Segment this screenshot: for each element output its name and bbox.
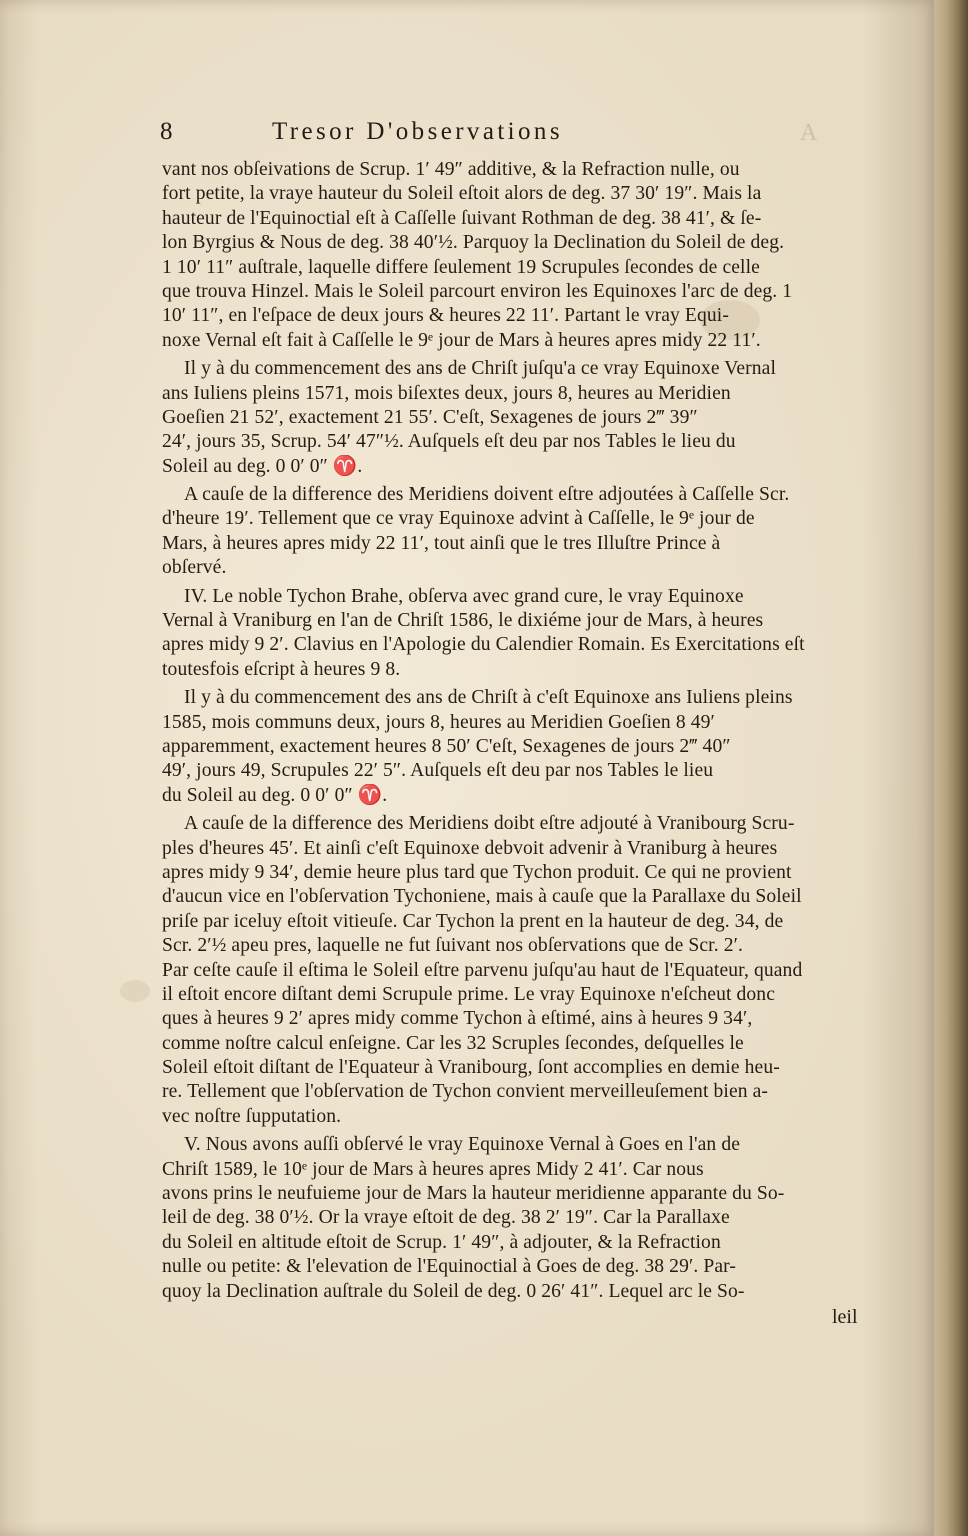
- page-number: 8: [160, 118, 173, 145]
- text-line: Vernal à Vraniburg en l'an de Chriſt 1586, le dixiéme jour de Mars, à heures: [162, 610, 764, 632]
- text-line: leil de deg. 38 0′½. Or la vraye eſtoit de deg. 38 2′ 19″. Car la Parallaxe: [162, 1207, 730, 1229]
- text-line: apres midy 9 2′. Clavius en l'Apologie du Calendier Romain. Es Exercitations eſt: [162, 634, 805, 656]
- text-line: apres midy 9 34′, demie heure plus tard que Tychon produit. Ce qui ne provient: [162, 861, 792, 883]
- text-line: Goeſien 21 52′, exactement 21 55′. C'eſt, Sexagenes de jours 2‴ 39″: [162, 406, 698, 428]
- text-line: Chriſt 1589, le 10ᵉ jour de Mars à heures apres Midy 2 41′. Car nous: [162, 1158, 704, 1180]
- text-line: lon Byrgius & Nous de deg. 38 40′½. Parquoy la Declination du Soleil de deg.: [162, 232, 785, 254]
- text-line: 49′, jours 49, Scrupules 22′ 5″. Auſquels eſt deu par nos Tables le lieu: [162, 760, 714, 782]
- text-line: il eſtoit encore diſtant demi Scrupule prime. Le vray Equinoxe n'eſcheut donc: [162, 983, 776, 1005]
- text-line: d'aucun vice en l'obſervation Tychoniene, mais à cauſe que la Parallaxe du Soleil: [162, 886, 802, 908]
- text-line: Soleil eſtoit diſtant de l'Equateur à Vranibourg, ſont accomplies en demie heu-: [162, 1057, 780, 1079]
- body-text: [162, 158, 872, 1304]
- text-line: comme noſtre calcul enſeigne. Car les 32 Scruples ſecondes, deſquelles le: [162, 1032, 744, 1054]
- book-edge: [934, 0, 968, 1536]
- text-line: obſervé.: [162, 557, 227, 579]
- text-line: du Soleil au deg. 0 0′ 0″ ♈.: [162, 784, 388, 806]
- text-line: vec noſtre ſupputation.: [162, 1105, 342, 1127]
- text-line: Il y à du commencement des ans de Chriſt à c'eſt Equinoxe ans Iuliens pleins: [184, 687, 793, 709]
- text-line: ples d'heures 45′. Et ainſi c'eſt Equinoxe debvoit advenir à Vraniburg à heures: [162, 837, 778, 859]
- text-line: quoy la Declination auſtrale du Soleil de deg. 0 26′ 41″. Lequel arc le So-: [162, 1280, 745, 1302]
- text-line: A cauſe de la difference des Meridiens doibt eſtre adjouté à Vranibourg Scru-: [184, 813, 795, 835]
- text-line: du Soleil en altitude eſtoit de Scrup. 1′ 49″, à adjouter, & la Refraction: [162, 1231, 721, 1253]
- text-line: apparemment, exactement heures 8 50′ C'eſt, Sexagenes de jours 2‴ 40″: [162, 735, 731, 757]
- text-line: Il y à du commencement des ans de Chriſt juſqu'a ce vray Equinoxe Vernal: [184, 358, 777, 380]
- text-line: V. Nous avons auſſi obſervé le vray Equinoxe Vernal à Goes en l'an de: [184, 1134, 741, 1156]
- text-line: A cauſe de la difference des Meridiens doivent eſtre adjoutées à Caſſelle Scr.: [184, 484, 790, 506]
- text-line: 24′, jours 35, Scrup. 54′ 47″½. Auſquels eſt deu par nos Tables le lieu du: [162, 431, 736, 453]
- bleed-through-text: A: [800, 120, 821, 146]
- text-line: Scr. 2′½ apeu pres, laquelle ne fut ſuivant nos obſervations que de Scr. 2′.: [162, 935, 743, 957]
- page-header: [160, 118, 780, 154]
- text-line: avons prins le neufuieme jour de Mars la hauteur meridienne apparante du So-: [162, 1183, 785, 1205]
- running-title: Tresor D'observations: [272, 118, 563, 145]
- catchword: leil: [832, 1306, 858, 1328]
- text-line: Par ceſte cauſe il eſtima le Soleil eſtre parvenu juſqu'au haut de l'Equateur, quand: [162, 959, 803, 981]
- text-line: 1 10′ 11″ auſtrale, laquelle differe ſeulement 19 Scrupules ſecondes de celle: [162, 256, 760, 278]
- text-line: d'heure 19′. Tellement que ce vray Equinoxe advint à Caſſelle, le 9ᵉ jour de: [162, 508, 755, 530]
- text-line: vant nos obſeivations de Scrup. 1′ 49″ additive, & la Refraction nulle, ou: [162, 159, 740, 180]
- text-line: 1585, mois communs deux, jours 8, heures au Meridien Goeſien 8 49′: [162, 711, 715, 733]
- text-line: ans Iuliens pleins 1571, mois biſextes deux, jours 8, heures au Meridien: [162, 382, 731, 404]
- paper-stain: [120, 980, 150, 1002]
- text-line: noxe Vernal eſt fait à Caſſelle le 9ᵉ jour de Mars à heures apres midy 22 11′.: [162, 329, 761, 351]
- text-line: fort petite, la vraye hauteur du Soleil eſtoit alors de deg. 37 30′ 19″. Mais la: [162, 183, 762, 205]
- text-line: priſe par iceluy eſtoit vitieuſe. Car Tychon la prent en la hauteur de deg. 34, de: [162, 910, 784, 932]
- text-line: Soleil au deg. 0 0′ 0″ ♈.: [162, 455, 363, 477]
- text-line: IV. Le noble Tychon Brahe, obſerva avec grand cure, le vray Equinoxe: [184, 585, 744, 607]
- text-line: Mars, à heures apres midy 22 11′, tout ainſi que le tres Illuſtre Prince à: [162, 532, 721, 554]
- text-line: re. Tellement que l'obſervation de Tychon convient merveilleuſement bien a-: [162, 1081, 769, 1103]
- text-line: que trouva Hinzel. Mais le Soleil parcourt environ les Equinoxes l'arc de deg. 1: [162, 280, 793, 302]
- text-line: hauteur de l'Equinoctial eſt à Caſſelle ſuivant Rothman de deg. 38 41′, & ſe-: [162, 207, 762, 229]
- text-line: toutesfois eſcript à heures 9 8.: [162, 658, 401, 680]
- text-line: nulle ou petite: & l'elevation de l'Equinoctial à Goes de deg. 38 29′. Par-: [162, 1256, 737, 1278]
- text-line: ques à heures 9 2′ apres midy comme Tychon à eſtimé, ains à heures 9 34′,: [162, 1008, 753, 1030]
- text-line: 10′ 11″, en l'eſpace de deux jours & heures 22 11′. Partant le vray Equi-: [162, 305, 729, 327]
